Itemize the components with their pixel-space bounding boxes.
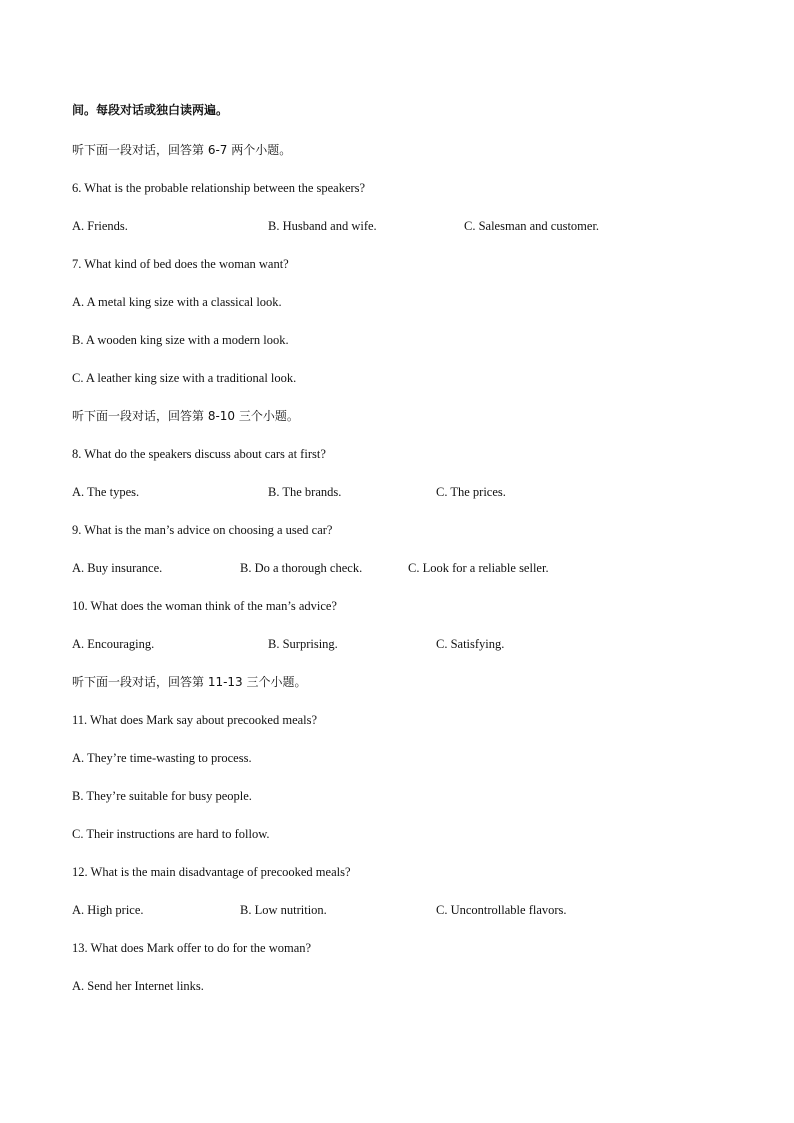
question-8-stem: 8. What do the speakers discuss about cars at first? — [72, 447, 326, 461]
question-8-option-b: B. The brands. — [268, 485, 342, 499]
question-6-stem: 6. What is the probable relationship between the speakers? — [72, 181, 366, 195]
question-8-option-a: A. The types. — [72, 485, 140, 499]
question-13-option-a: A. Send her Internet links. — [72, 979, 204, 993]
question-7-option-c: C. A leather king size with a traditional look. — [72, 371, 297, 385]
question-6-option-b: B. Husband and wife. — [268, 219, 377, 233]
question-11-option-b: B. They’re suitable for busy people. — [72, 789, 252, 803]
question-6-option-c: C. Salesman and customer. — [464, 219, 600, 233]
question-9-option-b: B. Do a thorough check. — [240, 561, 363, 575]
question-9-option-a: A. Buy insurance. — [72, 561, 163, 575]
intro-tail: 间。每段对话或独白读两遍。 — [72, 103, 229, 117]
section-heading-6-7: 听下面一段对话，回答第 6-7 两个小题。 — [72, 143, 292, 157]
question-11-stem: 11. What does Mark say about precooked meals? — [72, 713, 318, 727]
question-10-option-c: C. Satisfying. — [436, 637, 505, 651]
question-7-option-a: A. A metal king size with a classical look. — [72, 295, 282, 309]
question-11-option-a: A. They’re time-wasting to process. — [72, 751, 252, 765]
question-12-option-c: C. Uncontrollable flavors. — [436, 903, 567, 917]
question-9-option-c: C. Look for a reliable seller. — [408, 561, 549, 575]
question-6-option-a: A. Friends. — [72, 219, 128, 233]
question-8-option-c: C. The prices. — [436, 485, 506, 499]
question-12-stem: 12. What is the main disadvantage of precooked meals? — [72, 865, 351, 879]
question-10-stem: 10. What does the woman think of the man’s advice? — [72, 599, 337, 613]
question-10-option-a: A. Encouraging. — [72, 637, 155, 651]
question-7-stem: 7. What kind of bed does the woman want? — [72, 257, 289, 271]
question-11-option-c: C. Their instructions are hard to follow. — [72, 827, 270, 841]
question-12-option-b: B. Low nutrition. — [240, 903, 327, 917]
question-7-option-b: B. A wooden king size with a modern look. — [72, 333, 289, 347]
section-heading-11-13: 听下面一段对话，回答第 11-13 三个小题。 — [72, 675, 307, 689]
question-9-stem: 9. What is the man’s advice on choosing a used car? — [72, 523, 333, 537]
question-12-option-a: A. High price. — [72, 903, 144, 917]
question-13-stem: 13. What does Mark offer to do for the woman? — [72, 941, 312, 955]
section-heading-8-10: 听下面一段对话，回答第 8-10 三个小题。 — [72, 409, 299, 423]
question-10-option-b: B. Surprising. — [268, 637, 338, 651]
